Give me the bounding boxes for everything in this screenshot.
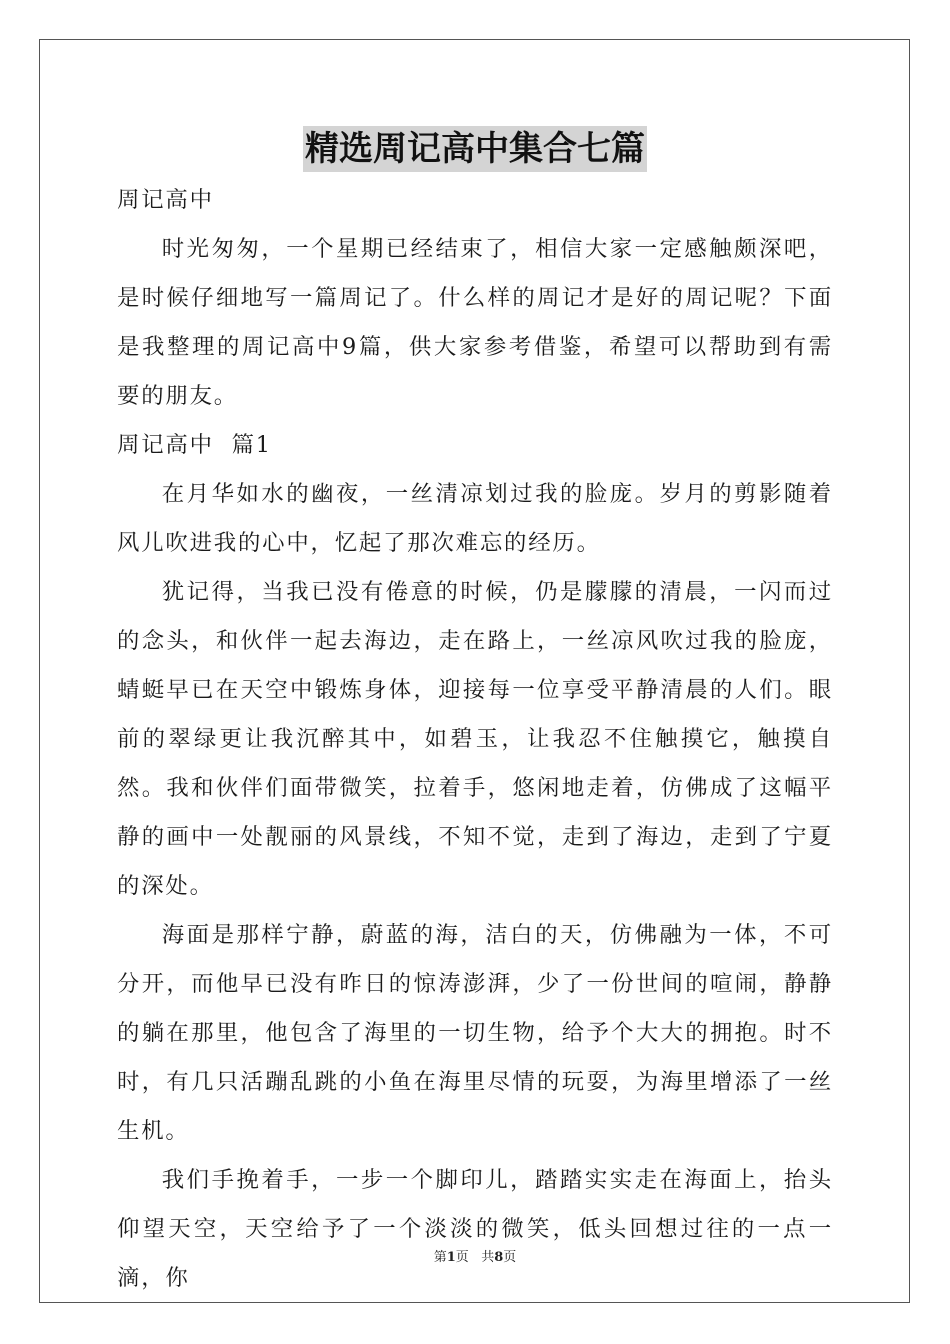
document-title: 精选周记高中集合七篇 — [303, 126, 647, 172]
paragraph: 时光匆匆，一个星期已经结束了，相信大家一定感触颇深吧，是时候仔细地写一篇周记了。什么样的周记才是好的周记呢？下面是我整理的周记高中9篇，供大家参考借鉴，希望可以帮助到有需要的朋友。 — [117, 236, 833, 409]
total-suffix: 页 — [503, 1250, 517, 1265]
title-container — [0, 126, 950, 172]
page-footer — [0, 1246, 950, 1265]
page-suffix: 页 — [455, 1250, 469, 1265]
paragraph: 我们手挽着手，一步一个脚印儿，踏踏实实走在海面上，抬头仰望天空，天空给予了一个淡淡的微笑，低头回想过往的一点一滴，你 — [117, 1167, 833, 1291]
total-page-number: 8 — [494, 1250, 504, 1265]
paragraph-heading: 周记高中 — [117, 187, 214, 213]
paragraph: 海面是那样宁静，蔚蓝的海，洁白的天，仿佛融为一体，不可分开，而他早已没有昨日的惊涛澎湃，少了一份世间的喧闹，静静的躺在那里，他包含了海里的一切生物，给予个大大的拥抱。时不时，有几只活蹦乱跳的小鱼在海里尽情的玩耍，为海里增添了一丝生机。 — [117, 922, 833, 1144]
paragraph: 在月华如水的幽夜，一丝清凉划过我的脸庞。岁月的剪影随着风儿吹进我的心中，忆起了那次难忘的经历。 — [117, 481, 833, 556]
page-prefix: 第 — [433, 1250, 447, 1265]
document-body — [117, 176, 833, 1303]
current-page-number: 1 — [446, 1250, 456, 1265]
total-prefix: 共 — [481, 1250, 495, 1265]
paragraph: 犹记得，当我已没有倦意的时候，仍是朦朦的清晨，一闪而过的念头，和伙伴一起去海边，走在路上，一丝凉风吹过我的脸庞，蜻蜓早已在天空中锻炼身体，迎接每一位享受平静清晨的人们。眼前的翠绿更让我沉醉其中，如碧玉，让我忍不住触摸它，触摸自然。我和伙伴们面带微笑，拉着手，悠闲地走着，仿佛成了这幅平静的画中一处靓丽的风景线，不知不觉，走到了海边，走到了宁夏的深处。 — [117, 579, 833, 899]
section-heading: 周记高中 篇1 — [117, 432, 272, 458]
